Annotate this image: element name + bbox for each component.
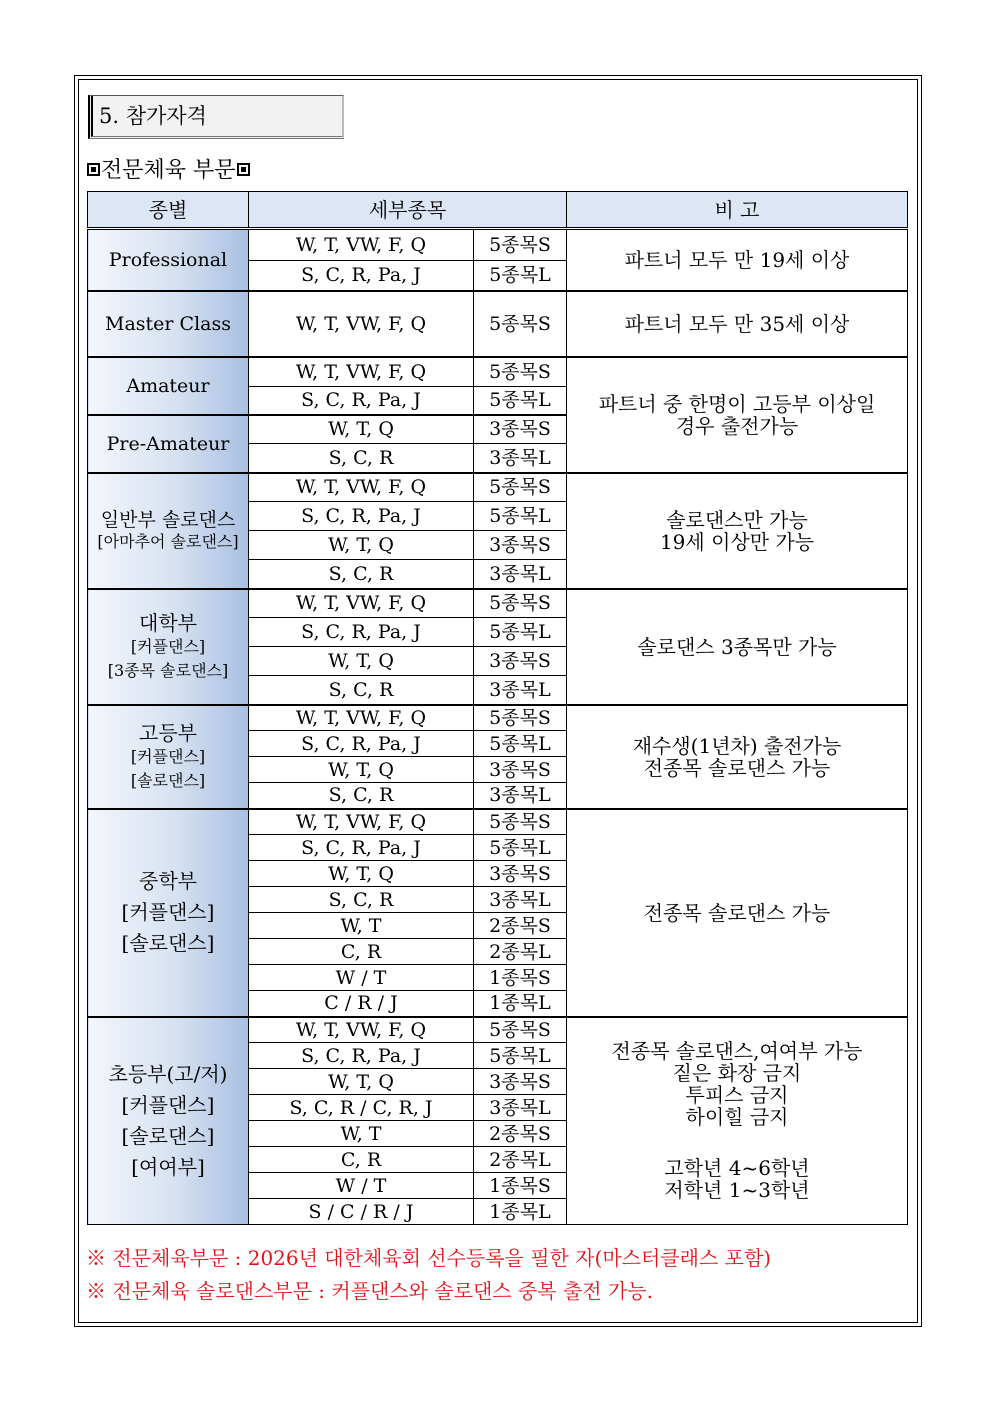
event-list-cell: W, T, VW, F, Q [249, 291, 474, 357]
event-list-cell: S / C / R / J [249, 1199, 474, 1225]
event-list-cell: W / T [249, 965, 474, 991]
category-label: [커플댄스] [130, 636, 206, 656]
category-cell [88, 415, 249, 473]
event-count-cell: 3종목L [474, 444, 567, 473]
event-list-cell: W, T, VW, F, Q [249, 357, 474, 387]
event-list-cell: W, T, Q [249, 861, 474, 887]
event-list-cell: C / R / J [249, 991, 474, 1017]
event-list-cell: W, T, Q [249, 647, 474, 676]
event-count-cell: 5종목S [474, 473, 567, 502]
footnotes [86, 1242, 771, 1308]
remark-line: 전종목 솔로댄스 가능 [643, 900, 831, 925]
subtitle-text: 전문체육 부문 [101, 158, 236, 183]
event-list-cell: W, T [249, 913, 474, 939]
category-label: 일반부 솔로댄스 [100, 508, 236, 531]
category-label: 중학부 [139, 869, 197, 893]
event-list-cell: S, C, R, Pa, J [249, 261, 474, 291]
event-count-cell: 2종목L [474, 939, 567, 965]
remark-cell [567, 705, 908, 809]
event-count-cell: 5종목L [474, 502, 567, 531]
event-list-cell: W, T [249, 1121, 474, 1147]
category-label: Amateur [126, 374, 210, 397]
event-list-cell: S, C, R, Pa, J [249, 387, 474, 415]
event-count-cell: 5종목L [474, 835, 567, 861]
event-list-cell: S, C, R, Pa, J [249, 1043, 474, 1069]
event-count-cell: 5종목S [474, 705, 567, 731]
category-label: [솔로댄스] [121, 1123, 215, 1148]
event-list-cell: W, T, VW, F, Q [249, 809, 474, 835]
event-count-cell: 3종목S [474, 531, 567, 560]
event-list-cell: W, T, VW, F, Q [249, 705, 474, 731]
category-label: Professional [108, 248, 228, 271]
event-count-cell: 5종목S [474, 357, 567, 387]
category-label: Master Class [105, 312, 231, 335]
category-label: 대학부 [139, 610, 197, 635]
category-label: [아마추어 솔로댄스] [97, 531, 239, 551]
header-category: 종별 [88, 192, 249, 229]
category-cell [88, 705, 249, 809]
remark-line: 19세 이상만 가능 [659, 529, 815, 554]
eligibility-table [87, 191, 908, 1225]
event-count-cell: 5종목S [474, 1017, 567, 1043]
subtitle [86, 156, 251, 186]
table-row [88, 357, 908, 387]
event-list-cell: S, C, R [249, 444, 474, 473]
header-remarks: 비 고 [567, 192, 908, 229]
event-count-cell: 1종목L [474, 991, 567, 1017]
event-list-cell: S, C, R [249, 676, 474, 705]
event-count-cell: 3종목S [474, 1069, 567, 1095]
event-count-cell: 3종목L [474, 1095, 567, 1121]
remark-line: 파트너 모두 만 35세 이상 [624, 311, 850, 336]
event-list-cell: S, C, R / C, R, J [249, 1095, 474, 1121]
remark-cell [567, 473, 908, 589]
event-count-cell: 5종목S [474, 229, 567, 261]
remark-cell [567, 1017, 908, 1225]
remark-line [567, 1128, 907, 1157]
table-row [88, 473, 908, 502]
event-count-cell: 1종목S [474, 965, 567, 991]
event-count-cell: 5종목L [474, 618, 567, 647]
event-count-cell: 3종목L [474, 676, 567, 705]
category-cell [88, 229, 249, 291]
table-row [88, 291, 908, 357]
event-list-cell: W, T, VW, F, Q [249, 229, 474, 261]
event-count-cell: 3종목S [474, 757, 567, 783]
remark-line: 저학년 1~3학년 [664, 1178, 810, 1203]
remark-cell [567, 229, 908, 291]
category-cell [88, 809, 249, 1017]
category-cell [88, 1017, 249, 1225]
category-label: Pre-Amateur [106, 432, 230, 455]
event-count-cell: 3종목S [474, 861, 567, 887]
category-label: [커플댄스] [121, 1092, 215, 1117]
event-list-cell: S, C, R, Pa, J [249, 835, 474, 861]
event-count-cell: 3종목S [474, 647, 567, 676]
remark-line: 파트너 모두 만 19세 이상 [624, 247, 850, 272]
section-title: 5. 참가자격 [88, 95, 344, 139]
table-header-row [88, 192, 908, 229]
category-cell [88, 473, 249, 589]
remark-line: 재수생(1년차) 출전가능 [632, 733, 842, 758]
category-cell [88, 589, 249, 705]
category-cell [88, 357, 249, 415]
event-count-cell: 3종목S [474, 415, 567, 444]
event-count-cell: 5종목S [474, 291, 567, 357]
event-list-cell: W / T [249, 1173, 474, 1199]
category-label: [커플댄스] [121, 900, 215, 924]
category-label: [솔로댄스] [130, 770, 206, 790]
remark-line: 솔로댄스만 가능 [666, 507, 808, 532]
event-list-cell: W, T, VW, F, Q [249, 589, 474, 618]
event-count-cell: 2종목S [474, 913, 567, 939]
header-events: 세부종목 [249, 192, 567, 229]
category-cell [88, 291, 249, 357]
event-count-cell: 3종목L [474, 887, 567, 913]
event-list-cell: W, T, VW, F, Q [249, 473, 474, 502]
remark-cell [567, 589, 908, 705]
remark-line: 하이힐 금지 [685, 1105, 789, 1130]
event-list-cell: S, C, R, Pa, J [249, 618, 474, 647]
category-label: [솔로댄스] [121, 931, 215, 955]
event-count-cell: 3종목L [474, 560, 567, 589]
event-count-cell: 1종목L [474, 1199, 567, 1225]
category-label: [여여부] [131, 1154, 205, 1179]
event-count-cell: 2종목L [474, 1147, 567, 1173]
remark-line: 투피스 금지 [685, 1083, 789, 1108]
table-row [88, 229, 908, 261]
table-row [88, 1017, 908, 1043]
remark-line: 전종목 솔로댄스 가능 [643, 755, 831, 780]
event-count-cell: 1종목S [474, 1173, 567, 1199]
event-list-cell: W, T, Q [249, 531, 474, 560]
event-list-cell: W, T, VW, F, Q [249, 1017, 474, 1043]
event-count-cell: 5종목L [474, 387, 567, 415]
event-count-cell: 3종목L [474, 783, 567, 809]
event-list-cell: C, R [249, 939, 474, 965]
remark-line: 고학년 4~6학년 [664, 1156, 810, 1181]
remark-cell [567, 291, 908, 357]
event-count-cell: 5종목L [474, 731, 567, 757]
footnote: ※ 전문체육 솔로댄스부문 : 커플댄스와 솔로댄스 중복 출전 가능. [86, 1279, 653, 1303]
table-row [88, 809, 908, 835]
category-label: [3종목 솔로댄스] [107, 660, 229, 680]
square-bullet-icon [237, 163, 250, 176]
event-list-cell: C, R [249, 1147, 474, 1173]
category-label: [커플댄스] [130, 746, 206, 766]
remark-line: 파트너 중 한명이 고등부 이상일 [598, 391, 876, 416]
event-list-cell: W, T, Q [249, 1069, 474, 1095]
event-list-cell: W, T, Q [249, 415, 474, 444]
category-label: 초등부(고/저) [108, 1061, 228, 1086]
remark-line: 전종목 솔로댄스,여여부 가능 [611, 1039, 863, 1064]
remark-line: 경우 출전가능 [675, 413, 799, 438]
event-count-cell: 5종목L [474, 1043, 567, 1069]
remark-cell [567, 357, 908, 473]
table-row [88, 705, 908, 731]
remark-cell [567, 809, 908, 1017]
event-count-cell: 5종목S [474, 809, 567, 835]
event-list-cell: W, T, Q [249, 757, 474, 783]
event-count-cell: 5종목L [474, 261, 567, 291]
event-list-cell: S, C, R [249, 887, 474, 913]
event-list-cell: S, C, R, Pa, J [249, 731, 474, 757]
remark-line: 짙은 화장 금지 [672, 1061, 802, 1086]
event-count-cell: 2종목S [474, 1121, 567, 1147]
footnote: ※ 전문체육부문 : 2026년 대한체육회 선수등록을 필한 자(마스터클래스 포함) [86, 1246, 772, 1270]
event-list-cell: S, C, R [249, 783, 474, 809]
event-list-cell: S, C, R, Pa, J [249, 502, 474, 531]
event-list-cell: S, C, R [249, 560, 474, 589]
remark-line: 솔로댄스 3종목만 가능 [637, 634, 837, 659]
event-count-cell: 5종목S [474, 589, 567, 618]
category-label: 고등부 [139, 720, 197, 745]
square-bullet-icon [87, 163, 100, 176]
table-row [88, 589, 908, 618]
